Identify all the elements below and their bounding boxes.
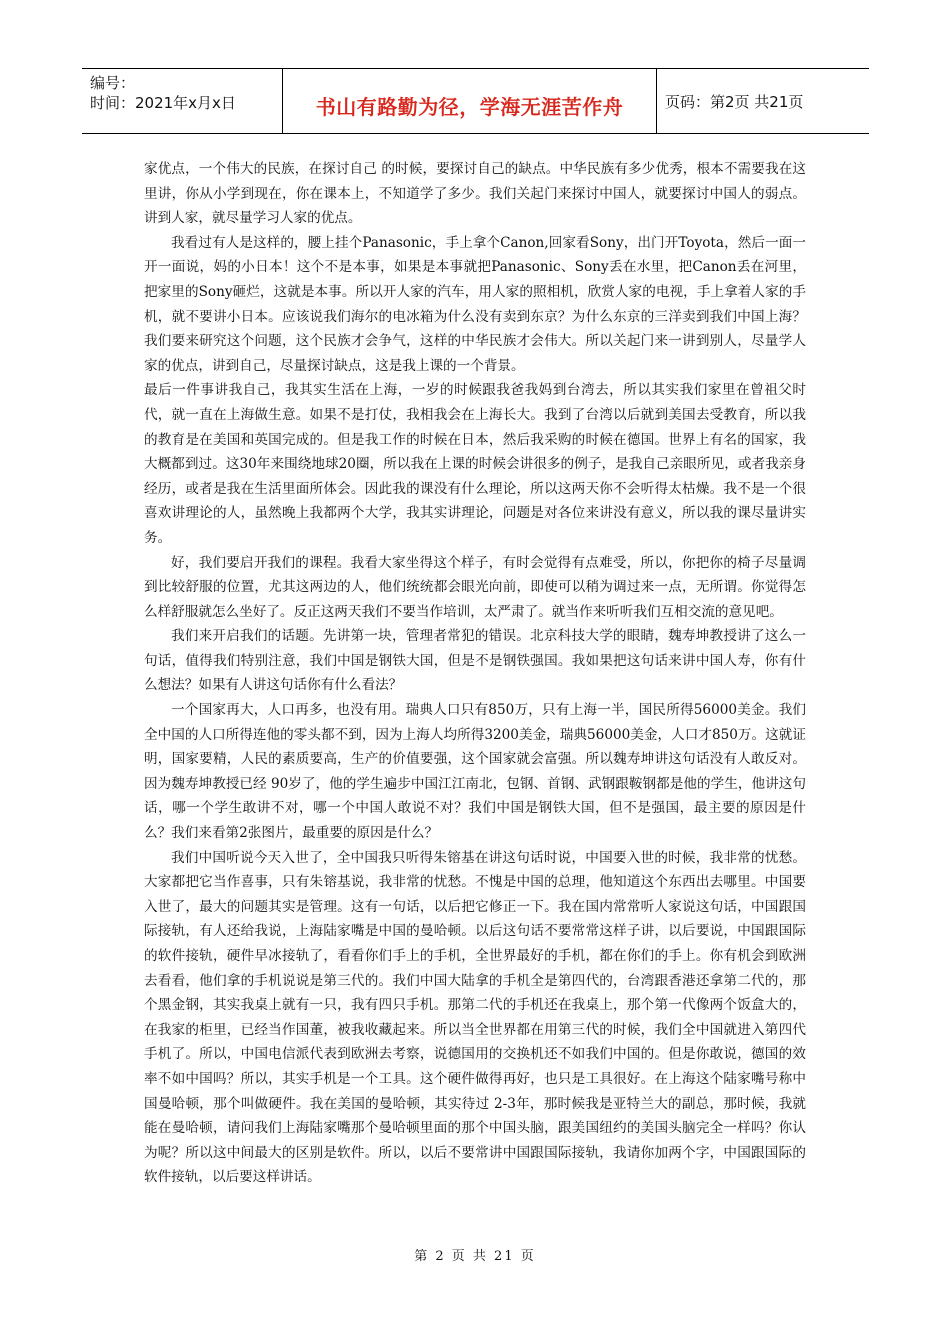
paragraph: 我看过有人是这样的，腰上挂个Panasonic，手上拿个Canon,回家看Sony，出门开Toyota，然后一面一开一面说，妈的小日本！这个不是本事，如果是本事就把Panasonic、Sony丢在水里，把Canon丢在河里，把家里的Sony砸烂，这就是本事。所以开人家的汽车，用人家的照相机，欣赏人家的电视，手上拿着人家的手机，就不要讲小日本。应该说我们海尔的电冰箱为什么没有卖到东京？为什么东京的三洋卖到我们中国上海？我们要来研究这个问题，这个民族才会争气，这样的中华民族才会伟大。所以关起门来一讲到别人，尽量学人家的优点，讲到自己，尽量探讨缺点，这是我上课的一个背景。 <box>144 234 806 374</box>
header-motto-cell <box>283 69 657 133</box>
header-motto: 书山有路勤为径，学海无涯苦作舟 <box>315 94 624 119</box>
document-date-label: 时间：2021年x月x日 <box>90 94 236 112</box>
paragraph: 我们来开启我们的话题。先讲第一块，管理者常犯的错误。北京科技大学的眼睛，魏寿坤教授讲了这么一句话，值得我们特别注意，我们中国是钢铁大国，但是不是钢铁强国。我如果把这句话来讲中国人寿，你有什么想法？如果有人讲这句话你有什么看法？ <box>144 628 806 694</box>
document-body <box>144 157 806 1190</box>
header-page-info: 页码：第2页 共21页 <box>665 92 804 111</box>
document-number-label: 编号： <box>90 74 136 92</box>
paragraph: 最后一件事讲我自己，我其实生活在上海，一岁的时候跟我爸我妈到台湾去，所以其实我们家里在曾祖父时代，就一直在上海做生意。如果不是打仗，我相我会在上海长大。我到了台湾以后就到美国去受教育，所以我的教育是在美国和英国完成的。但是我工作的时候在日本，然后我采购的时候在德国。世界上有名的国家，我大概都到过。这30年来围绕地球20圈，所以我在上课的时候会讲很多的例子，是我自己亲眼所见，或者我亲身经历，或者是我在生活里面所体会。因此我的课没有什么理论，所以这两天你不会听得太枯燥。我不是一个很喜欢讲理论的人，虽然晚上我都两个大学，我其实讲理论，问题是对各位来讲没有意义，所以我的课尽量讲实务。 <box>144 382 806 546</box>
paragraph-continued: 家优点，一个伟大的民族，在探讨自己 的时候，要探讨自己的缺点。中华民族有多少优秀，根本不需要我在这里讲，你从小学到现在，你在课本上，不知道学了多少。我们关起门来探讨中国人，就要探讨中国人的弱点。讲到人家，就尽量学习人家的优点。 <box>144 161 806 227</box>
page-footer: 第 2 页 共 21 页 <box>414 1249 536 1264</box>
paragraph: 一个国家再大，人口再多，也没有用。瑞典人口只有850万，只有上海一半，国民所得56000美金。我们全中国的人口所得连他的零头都不到，因为上海人均所得3200美金，瑞典56000美金，人口才850万。这就证明，国家要精，人民的素质要高，生产的价值要强，这个国家就会富强。所以魏寿坤讲这句话没有人敢反对。因为魏寿坤教授已经 90岁了，他的学生遍步中国江江南北，包钢、首钢、武钢跟鞍钢都是他的学生，他讲这句话，哪一个学生敢讲不对，哪一个中国人敢说不对？我们中国是钢铁大国，但不是强国，最主要的原因是什么？我们来看第2张图片，最重要的原因是什么？ <box>144 702 806 842</box>
paragraph: 好，我们要启开我们的课程。我看大家坐得这个样子，有时会觉得有点难受，所以，你把你的椅子尽量调到比较舒服的位置，尤其这两边的人，他们统统都会眼光向前，即使可以稍为调过来一点，无所谓。你觉得怎么样舒服就怎么坐好了。反正这两天我们不要当作培训，太严肃了。就当作来听听我们互相交流的意见吧。 <box>144 554 806 620</box>
header-meta-cell <box>82 69 283 133</box>
paragraph: 我们中国听说今天入世了，全中国我只听得朱镕基在讲这句话时说，中国要入世的时候，我非常的忧愁。大家都把它当作喜事，只有朱镕基说，我非常的忧愁。不愧是中国的总理，他知道这个东西出去哪里。中国要入世了，最大的问题其实是管理。这有一句话，以后把它修正一下。我在国内常常听人家说这句话，中国跟国际接轨，有人还给我说，上海陆家嘴是中国的曼哈顿。以后这句话不要常常这样子讲，以后要说，中国跟国际的软件接轨，硬件早冰接轨了，看看你们手上的手机，全世界最好的手机，都在你们的手上。你有机会到欧洲去看看，他们拿的手机说说是第三代的。我们中国大陆拿的手机全是第四代的，台湾跟香港还拿第二代的，那个黑金钢，其实我桌上就有一只，我有四只手机。那第二代的手机还在我桌上，那个第一代像两个饭盒大的，在我家的柜里，已经当作国董，被我收藏起来。所以当全世界都在用第三代的时候，我们全中国就进入第四代手机了。所以，中国电信派代表到欧洲去考察，说德国用的交换机还不如我们中国的。但是你敢说，德国的效率不如中国吗？所以，其实手机是一个工具。这个硬件做得再好，也只是工具很好。在上海这个陆家嘴号称中国曼哈顿，那个叫做硬件。我在美国的曼哈顿，其实待过 2-3年，那时候我是亚特兰大的副总，那时候，我就能在曼哈顿，请问我们上海陆家嘴那个曼哈顿里面的那个中国头脑，跟美国纽约的美国头脑完全一样吗？你认为呢？所以这中间最大的区别是软件。所以，以后不要常讲中国跟国际接轨，我请你加两个字，中国跟国际的软件接轨，以后要这样讲话。 <box>144 849 806 1186</box>
header-page-cell <box>657 69 869 133</box>
page-header <box>82 68 869 134</box>
